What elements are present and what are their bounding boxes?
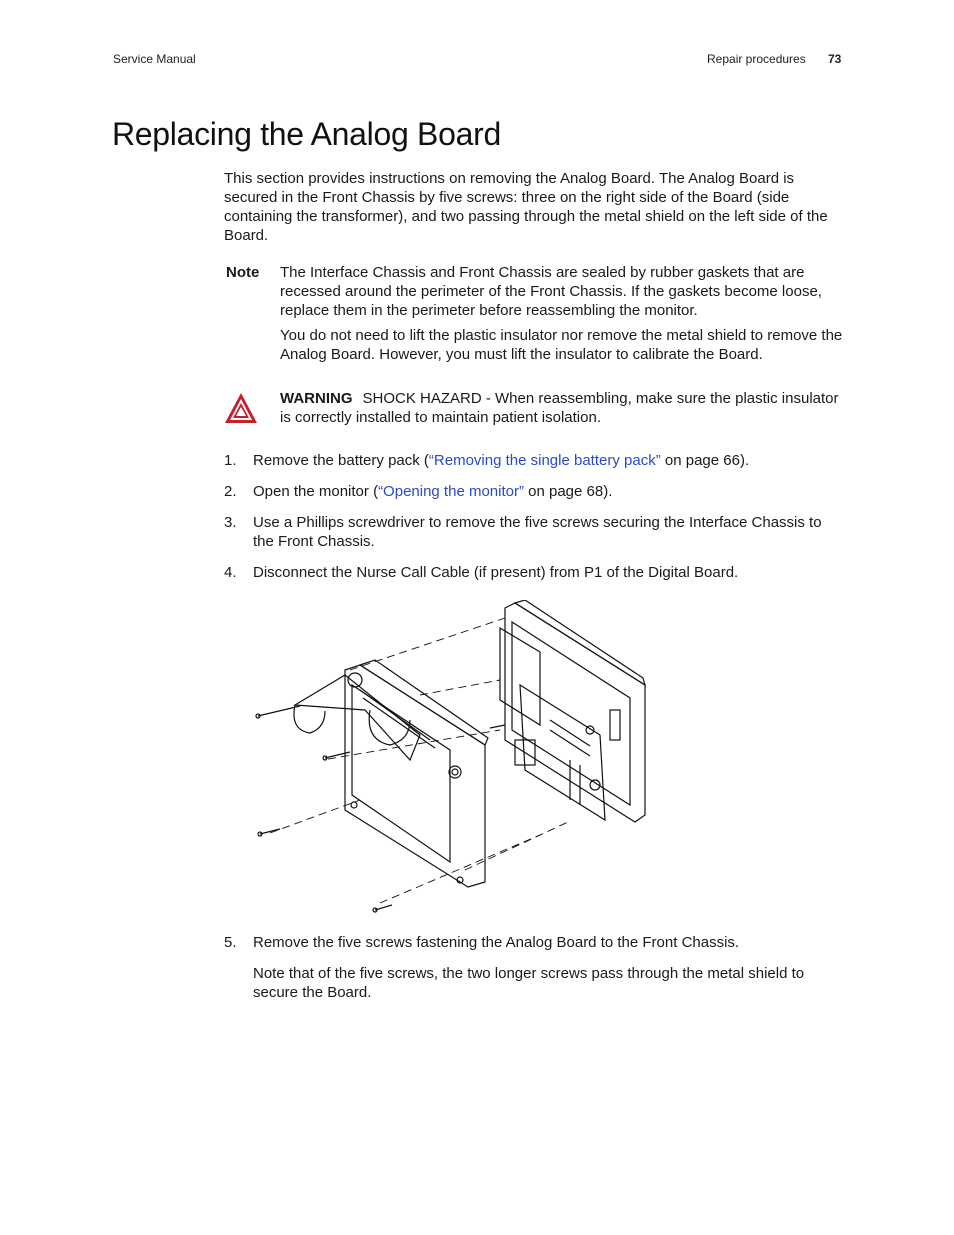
note-paragraph-1: The Interface Chassis and Front Chassis are sealed by rubber gaskets that are recessed around the perimeter of the Front Chassis. If the gaskets become loose, replace them in the perimeter before reassembling the monitor.: [280, 264, 822, 319]
step-text: Remove the five screws fastening the Analog Board to the Front Chassis.: [253, 934, 740, 951]
note-paragraph-2: You do not need to lift the plastic insulator nor remove the metal shield to remove the Analog Board. However, you must lift the insulator to calibrate the Board.: [280, 327, 843, 363]
header-section: Repair procedures: [707, 52, 806, 66]
step-text: on page 68).: [523, 483, 613, 500]
step-text: Use a Phillips screwdriver to remove the five screws securing the Interface Chassis to the Front Chassis.: [253, 514, 822, 550]
warning-block: [280, 389, 840, 427]
step-text: Open the monitor (: [253, 483, 379, 500]
warning-label: WARNING: [280, 390, 353, 407]
step-text: Remove the battery pack (: [253, 452, 429, 469]
step-number: 1.: [224, 452, 237, 469]
link-removing-battery-pack[interactable]: “Removing the single battery pack”: [428, 452, 661, 469]
step-text: on page 66).: [660, 452, 750, 469]
step-number: 4.: [224, 564, 237, 581]
warning-text: SHOCK HAZARD - When reassembling, make sure the plastic insulator is correctly installed to maintain patient isolation.: [280, 390, 839, 426]
exploded-chassis-illustration: [250, 600, 650, 920]
note-label: Note: [226, 264, 260, 281]
step-text: Disconnect the Nurse Call Cable (if present) from P1 of the Digital Board.: [253, 564, 739, 581]
warning-triangle-icon: [224, 392, 258, 424]
intro-paragraph: This section provides instructions on removing the Analog Board. The Analog Board is secured in the Front Chassis by five screws: three on the right side of the Board (side containing the transformer), and two passing through the metal shield on the left side of the Board.: [224, 170, 828, 244]
header-left: Service Manual: [113, 52, 196, 66]
link-opening-monitor[interactable]: “Opening the monitor”: [378, 483, 524, 500]
step-number: 2.: [224, 483, 237, 500]
page-number: 73: [828, 52, 842, 66]
page-title: Replacing the Analog Board: [112, 116, 501, 152]
step-number: 5.: [224, 934, 237, 951]
step-5-note: Note that of the five screws, the two longer screws pass through the metal shield to secure the Board.: [253, 965, 805, 1001]
step-number: 3.: [224, 514, 237, 531]
